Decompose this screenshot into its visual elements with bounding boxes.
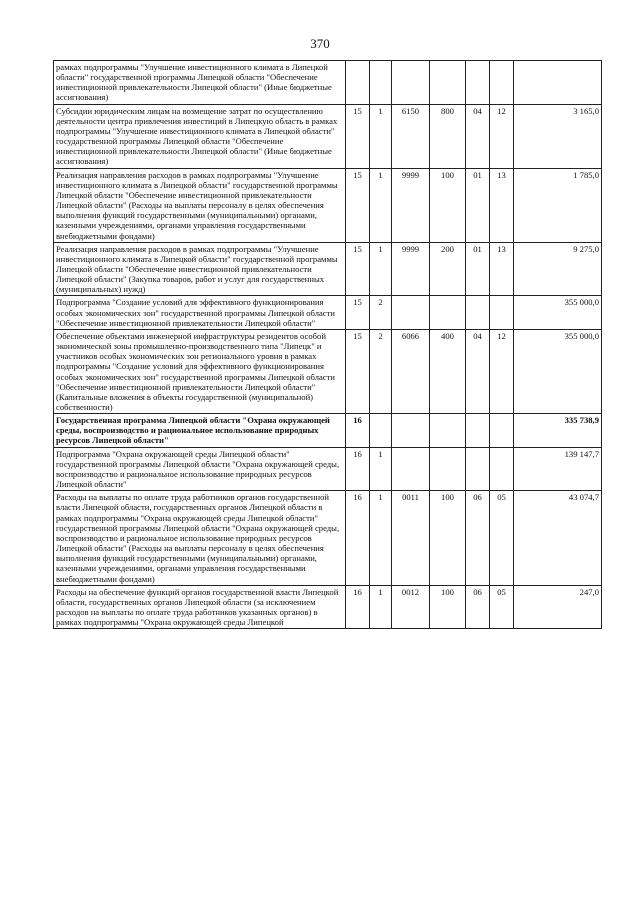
section-code-cell: 04 — [466, 104, 490, 168]
section-code-cell: 04 — [466, 329, 490, 413]
direction-code-cell: 0011 — [392, 491, 430, 585]
expense-type-code-cell: 100 — [430, 168, 466, 242]
subprogram-code-cell — [370, 414, 392, 447]
row-description-cell: Расходы на обеспечение функций органов государственной власти Липецкой области, государственных органов Липецкой области (за исключением расходов на выплаты по оплате труда работников указанных органов) в рамках подпрограммы "Охрана окружающей среды Липецкой — [54, 585, 346, 629]
direction-code-cell — [392, 447, 430, 491]
subprogram-code-cell: 1 — [370, 168, 392, 242]
section-code-cell: 06 — [466, 585, 490, 629]
amount-cell: 355 000,0 — [514, 296, 602, 329]
row-description-cell: Расходы на выплаты по оплате труда работников органов государственной власти Липецкой области, государственных органов Липецкой области в рамках подпрограммы "Охрана окружающей среды Липецкой области" государственной программы Липецкой области "Охрана окружающей среды, воспроизводство и рациональное использование природных ресурсов Липецкой области" (Расходы на выплаты персоналу в целях обеспечения выполнения функций государственными (муниципальными) органами, казенными учреждениями, органами управления государственными внебюджетными фондами) — [54, 491, 346, 585]
expense-type-code-cell: 800 — [430, 104, 466, 168]
amount-cell: 1 785,0 — [514, 168, 602, 242]
table-row — [54, 61, 602, 105]
row-description-cell: Субсидии юридическим лицам на возмещение затрат по осуществлению деятельности центра привлечения инвестиций в Липецкую область в рамках подпрограммы "Улучшение инвестиционного климата в Липецкой области" государственной программы Липецкой области "Обеспечение инвестиционной привлекательности Липецкой области" (Иные бюджетные ассигнования) — [54, 104, 346, 168]
program-code-cell: 15 — [346, 104, 370, 168]
subsection-code-cell — [490, 296, 514, 329]
subsection-code-cell — [490, 447, 514, 491]
section-code-cell — [466, 61, 490, 105]
subsection-code-cell — [490, 61, 514, 105]
direction-code-cell — [392, 414, 430, 447]
row-description-cell: рамках подпрограммы "Улучшение инвестиционного климата в Липецкой области" государственной программы Липецкой области "Обеспечение инвестиционной привлекательности Липецкой области" (Иные бюджетные ассигнования) — [54, 61, 346, 105]
subsection-code-cell — [490, 414, 514, 447]
direction-code-cell: 9999 — [392, 242, 430, 296]
row-description-cell: Государственная программа Липецкой области "Охрана окружающей среды, воспроизводство и рациональное использование природных ресурсов Липецкой области" — [54, 414, 346, 447]
table-row — [54, 242, 602, 296]
program-code-cell: 16 — [346, 447, 370, 491]
section-code-cell: 01 — [466, 242, 490, 296]
program-code-cell: 15 — [346, 242, 370, 296]
subprogram-code-cell: 2 — [370, 296, 392, 329]
row-description-cell: Подпрограмма "Охрана окружающей среды Липецкой области" государственной программы Липецкой области "Охрана окружающей среды, воспроизводство и рациональное использование природных ресурсов Липецкой области" — [54, 447, 346, 491]
subsection-code-cell: 12 — [490, 104, 514, 168]
table-row — [54, 168, 602, 242]
expense-type-code-cell: 400 — [430, 329, 466, 413]
row-description-cell: Обеспечение объектами инженерной инфраструктуры резидентов особой экономической зоны промышленно-производственного типа "Липецк" и участников особых экономических зон регионального уровня в рамках подпрограммы "Создание условий для эффективного функционирования особых экономических зон" государственной программы Липецкой области "Обеспечение инвестиционной привлекательности Липецкой области" (Капитальные вложения в объекты государственной (муниципальной) собственности) — [54, 329, 346, 413]
amount-cell: 355 000,0 — [514, 329, 602, 413]
amount-cell: 3 165,0 — [514, 104, 602, 168]
subsection-code-cell: 12 — [490, 329, 514, 413]
direction-code-cell: 9999 — [392, 168, 430, 242]
page-number: 370 — [310, 36, 330, 51]
direction-code-cell: 6150 — [392, 104, 430, 168]
amount-cell: 139 147,7 — [514, 447, 602, 491]
section-code-cell — [466, 447, 490, 491]
expense-type-code-cell: 200 — [430, 242, 466, 296]
table-row — [54, 414, 602, 447]
budget-table — [53, 60, 602, 629]
amount-cell: 247,0 — [514, 585, 602, 629]
row-description-cell: Реализация направления расходов в рамках подпрограммы "Улучшение инвестиционного климата в Липецкой области" государственной программы Липецкой области "Обеспечение инвестиционной привлекательности Липецкой области" (Расходы на выплаты персоналу в целях обеспечения выполнения функций государственными (муниципальными) органами, казенными учреждениями, органами управления государственными внебюджетными фондами) — [54, 168, 346, 242]
table-row — [54, 491, 602, 585]
subprogram-code-cell: 1 — [370, 104, 392, 168]
direction-code-cell — [392, 61, 430, 105]
direction-code-cell: 0012 — [392, 585, 430, 629]
amount-cell: 335 738,9 — [514, 414, 602, 447]
table-body — [54, 61, 602, 629]
table-row — [54, 104, 602, 168]
subsection-code-cell: 13 — [490, 168, 514, 242]
program-code-cell: 16 — [346, 585, 370, 629]
amount-cell: 43 074,7 — [514, 491, 602, 585]
program-code-cell — [346, 61, 370, 105]
expense-type-code-cell — [430, 414, 466, 447]
program-code-cell: 15 — [346, 296, 370, 329]
subprogram-code-cell: 1 — [370, 491, 392, 585]
subprogram-code-cell — [370, 61, 392, 105]
subprogram-code-cell: 1 — [370, 242, 392, 296]
expense-type-code-cell: 100 — [430, 585, 466, 629]
expense-type-code-cell — [430, 61, 466, 105]
subsection-code-cell: 13 — [490, 242, 514, 296]
table-row — [54, 585, 602, 629]
amount-cell — [514, 61, 602, 105]
program-code-cell: 15 — [346, 168, 370, 242]
subprogram-code-cell: 1 — [370, 447, 392, 491]
section-code-cell — [466, 296, 490, 329]
table-row — [54, 296, 602, 329]
expense-type-code-cell — [430, 447, 466, 491]
section-code-cell: 01 — [466, 168, 490, 242]
table-row — [54, 447, 602, 491]
amount-cell: 9 275,0 — [514, 242, 602, 296]
table-row — [54, 329, 602, 413]
program-code-cell: 16 — [346, 491, 370, 585]
row-description-cell: Реализация направления расходов в рамках подпрограммы "Улучшение инвестиционного климата в Липецкой области" государственной программы Липецкой области "Обеспечение инвестиционной привлекательности Липецкой области" (Закупка товаров, работ и услуг для государственных (муниципальных) нужд) — [54, 242, 346, 296]
subsection-code-cell: 05 — [490, 585, 514, 629]
section-code-cell — [466, 414, 490, 447]
row-description-cell: Подпрограмма "Создание условий для эффективного функционирования особых экономических зон" государственной программы Липецкой области "Обеспечение инвестиционной привлекательности Липецкой области" — [54, 296, 346, 329]
expense-type-code-cell: 100 — [430, 491, 466, 585]
program-code-cell: 15 — [346, 329, 370, 413]
subsection-code-cell: 05 — [490, 491, 514, 585]
subprogram-code-cell: 2 — [370, 329, 392, 413]
direction-code-cell — [392, 296, 430, 329]
subprogram-code-cell: 1 — [370, 585, 392, 629]
expense-type-code-cell — [430, 296, 466, 329]
program-code-cell: 16 — [346, 414, 370, 447]
direction-code-cell: 6066 — [392, 329, 430, 413]
section-code-cell: 06 — [466, 491, 490, 585]
